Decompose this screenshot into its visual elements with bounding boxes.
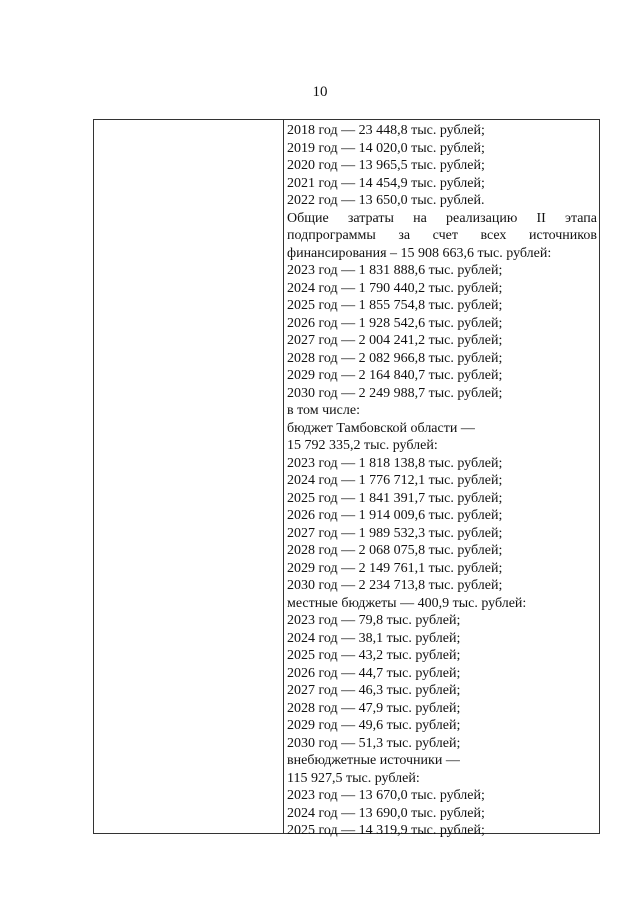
text-line: 2029 год — 49,6 тыс. рублей; <box>287 718 461 733</box>
column-divider <box>283 120 284 833</box>
text-line: 2030 год — 2 249 988,7 тыс. рублей; <box>287 385 503 401</box>
text-line: в том числе: <box>287 403 360 418</box>
text-line: 2027 год — 46,3 тыс. рублей; <box>287 683 461 698</box>
text-line: 115 927,5 тыс. рублей: <box>287 770 420 786</box>
text-line: 2026 год — 44,7 тыс. рублей; <box>287 665 461 681</box>
text-line: 2020 год — 13 965,5 тыс. рублей; <box>287 158 485 173</box>
text-line: 2030 год — 2 234 713,8 тыс. рублей; <box>287 578 503 593</box>
text-line: 2021 год — 14 454,9 тыс. рублей; <box>287 175 485 191</box>
text-line: 2023 год — 1 818 138,8 тыс. рублей; <box>287 455 503 471</box>
text-line: 2024 год — 38,1 тыс. рублей; <box>287 630 461 646</box>
page-number: 10 <box>312 84 328 100</box>
text-line: 2025 год — 14 319,9 тыс. рублей; <box>287 823 485 838</box>
text-line: Общие затраты на реализацию II этапа <box>287 210 597 226</box>
text-line: 2025 год — 1 841 391,7 тыс. рублей; <box>287 490 503 506</box>
document-table <box>93 119 600 838</box>
text-line: 2028 год — 2 082 966,8 тыс. рублей; <box>287 350 503 366</box>
text-line: 2026 год — 1 914 009,6 тыс. рублей; <box>287 508 503 523</box>
text-line: 2027 год — 1 989 532,3 тыс. рублей; <box>287 525 503 541</box>
text-line: 2026 год — 1 928 542,6 тыс. рублей; <box>287 315 503 331</box>
text-line: 2029 год — 2 149 761,1 тыс. рублей; <box>287 560 503 576</box>
funding-text-cell <box>287 122 597 840</box>
text-line: местные бюджеты — 400,9 тыс. рублей: <box>287 595 527 611</box>
text-line: 2019 год — 14 020,0 тыс. рублей; <box>287 140 485 156</box>
text-line: 2023 год — 1 831 888,6 тыс. рублей; <box>287 263 503 278</box>
text-line: 2029 год — 2 164 840,7 тыс. рублей; <box>287 368 503 383</box>
text-line: 2024 год — 1 790 440,2 тыс. рублей; <box>287 280 503 296</box>
text-line: 2022 год — 13 650,0 тыс. рублей. <box>287 193 485 208</box>
text-line: 2027 год — 2 004 241,2 тыс. рублей; <box>287 333 503 348</box>
text-line: 2018 год — 23 448,8 тыс. рублей; <box>287 123 485 138</box>
text-line: 2028 год — 2 068 075,8 тыс. рублей; <box>287 543 503 558</box>
text-line: внебюджетные источники — <box>287 753 460 768</box>
text-line: 2030 год — 51,3 тыс. рублей; <box>287 735 461 751</box>
text-line: 2024 год — 1 776 712,1 тыс. рублей; <box>287 473 503 488</box>
text-line: 2028 год — 47,9 тыс. рублей; <box>287 700 461 716</box>
text-line: 2023 год — 79,8 тыс. рублей; <box>287 613 461 628</box>
text-line: финансирования – 15 908 663,6 тыс. рублей: <box>287 245 552 261</box>
text-line: бюджет Тамбовской области — <box>287 420 475 436</box>
text-line: 2025 год — 1 855 754,8 тыс. рублей; <box>287 298 503 313</box>
text-line: 2025 год — 43,2 тыс. рублей; <box>287 648 461 663</box>
text-line: 15 792 335,2 тыс. рублей: <box>287 438 438 453</box>
text-line: подпрограммы за счет всех источников <box>287 228 597 243</box>
text-line: 2024 год — 13 690,0 тыс. рублей; <box>287 805 485 821</box>
text-line: 2023 год — 13 670,0 тыс. рублей; <box>287 788 485 803</box>
